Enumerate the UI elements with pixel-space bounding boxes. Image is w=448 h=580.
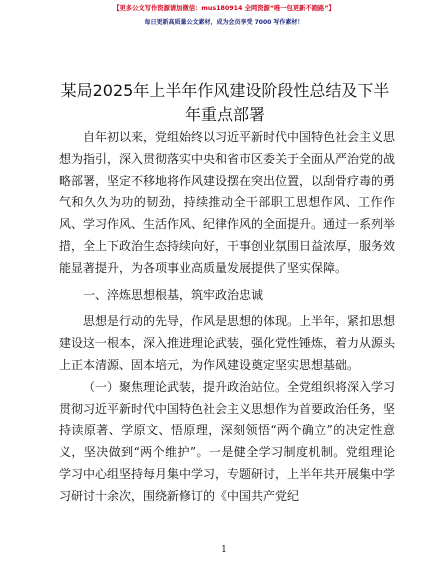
promo-banner-line-2: 每日更新高质量公文素材，成为会员享受 7000 写作素材！ xyxy=(144,19,304,26)
promo-banner-line-1: 【更多公文写作资源请加微信：mus180914 全网资源“唯一包更新不跑路”】 xyxy=(113,5,335,12)
page-number: 1 xyxy=(221,545,227,555)
document-body xyxy=(59,127,395,508)
section-heading-1: 一、淬炼思想根基，筑牢政治忠诚 xyxy=(83,287,264,302)
subsection-1-paragraph: （一）聚焦理论武装，提升政治站位。全党组织将深入学习贯彻习近平新时代中国特色社会主义思想作为首要政治任务，坚持读原著、学原文、悟原理，深刻领悟“两个确立”的决定性意义，坚决做到“两个维护”。一是健全学习制度机制。党组理论学习中心组坚持每月集中学习，专题研讨，上半年共开展集中学习研讨十余次，围绕新修订的《中国共产党纪 xyxy=(59,379,396,503)
document-title: 某局2025年上半年作风建设阶段性总结及下半年重点部署 xyxy=(60,81,390,124)
intro-paragraph: 自年初以来，党组始终以习近平新时代中国特色社会主义思想为指引，深入贯彻落实中央和省市区委关于全面从严治党的战略部署，坚定不移地将作风建设摆在突出位置，以刮骨疗毒的勇气和久久为功的韧劲，持续推动全干部职工思想作风、工作作风、学习作风、生活作风、纪律作风的全面提升。通过一系列举措，全上下政治生态持续向好，干事创业氛围日益浓厚，服务效能显著提升，为各项事业高质量发展提供了坚实保障。 xyxy=(59,130,396,275)
section-1-paragraph: 思想是行动的先导，作风是思想的体现。上半年，紧扣思想建设这一根本，深入推进理论武装，强化党性锤炼，着力从源头上正本清源、固本培元，为作风建设奠定坚实思想基础。 xyxy=(59,314,396,372)
